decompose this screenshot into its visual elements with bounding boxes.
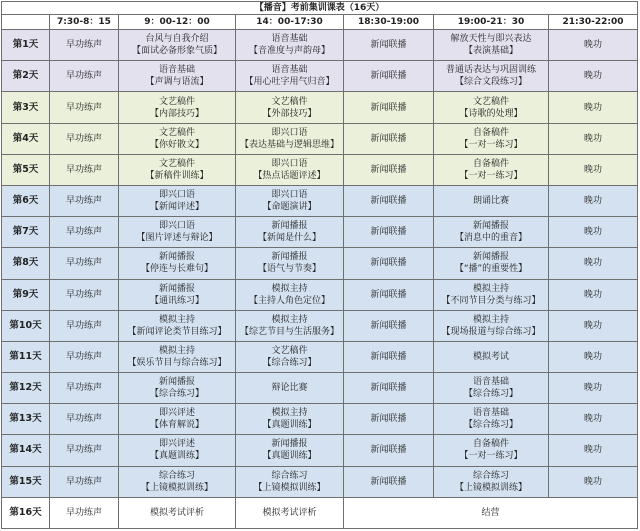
session-topic: 【上镜模拟训练】: [253, 482, 326, 493]
session-cell: [549, 186, 638, 217]
session-topic: 【音准度与声韵母】: [248, 46, 330, 57]
session-cell: [344, 404, 434, 435]
session-title: 早功练声: [65, 40, 102, 51]
day-cell: 第9天: [2, 279, 50, 310]
session-cell: [50, 186, 119, 217]
session-topic: 【新闻评论类节目练习】: [127, 326, 227, 337]
session-cell: [119, 217, 236, 248]
session-title: 新闻联播: [370, 320, 407, 331]
session-title: 模拟考试评析: [149, 507, 204, 518]
table-row: [2, 30, 638, 61]
day-cell: 第6天: [2, 186, 50, 217]
session-cell: [434, 186, 549, 217]
session-cell: [434, 466, 549, 497]
day-cell: 第3天: [2, 92, 50, 123]
session-title: 晚功: [584, 102, 603, 113]
session-title: 新闻播报: [472, 221, 509, 232]
session-topic: 【诗歌的处理】: [459, 108, 523, 119]
session-cell: [434, 92, 549, 123]
session-cell: [344, 92, 434, 123]
session-title: 晚功: [584, 445, 603, 456]
session-title: 新闻联播: [370, 414, 407, 425]
session-topic: 【一对一练习】: [459, 451, 523, 462]
session-cell: [119, 497, 236, 528]
session-topic: 【综合练习】: [463, 420, 518, 431]
session-title: 新闻联播: [370, 196, 407, 207]
session-cell: [549, 123, 638, 154]
session-title: 早功练声: [65, 445, 102, 456]
table-row: [2, 497, 638, 528]
day-cell: 第10天: [2, 310, 50, 341]
table-row: [2, 123, 638, 154]
session-cell: [434, 123, 549, 154]
session-cell: [119, 154, 236, 185]
day-cell: 第5天: [2, 154, 50, 185]
session-topic: 【上镜模拟训练】: [454, 482, 527, 493]
session-title: 即兴口语: [158, 221, 195, 232]
day-cell: 第15天: [2, 466, 50, 497]
session-cell: [344, 466, 434, 497]
session-topic: 【新闻是什么】: [257, 233, 321, 244]
header-cell: 19:00-21：30: [434, 15, 549, 30]
header-cell: 21:30-22:00: [549, 15, 638, 30]
session-cell: [236, 186, 344, 217]
session-cell: [549, 373, 638, 404]
session-topic: 【停连与长难句】: [140, 264, 213, 275]
session-topic: 【不同节目分类与练习】: [441, 295, 541, 306]
session-cell: [119, 61, 236, 92]
header-cell: [2, 15, 50, 30]
session-cell: [50, 92, 119, 123]
session-topic: 【综合练习】: [463, 389, 518, 400]
session-cell: [236, 404, 344, 435]
day-cell: 第16天: [2, 497, 50, 528]
session-topic: 【真题训练】: [262, 451, 317, 462]
day-cell: 第2天: [2, 61, 50, 92]
session-cell: [50, 61, 119, 92]
session-title: 早功练声: [65, 383, 102, 394]
session-title: 新闻播报: [271, 221, 308, 232]
session-cell: [50, 373, 119, 404]
session-title: 自备稿件: [472, 158, 509, 169]
session-title: 文艺稿件: [472, 96, 509, 107]
session-title: 模拟主持: [472, 283, 509, 294]
session-cell: [236, 30, 344, 61]
session-topic: 【娱乐节目与综合练习】: [127, 357, 227, 368]
session-topic: 【用心吐字用气归音】: [244, 77, 335, 88]
session-topic: 【语气与节奏】: [257, 264, 321, 275]
session-cell: [236, 217, 344, 248]
session-title: 新闻联播: [370, 71, 407, 82]
session-title: 新闻联播: [370, 289, 407, 300]
header-cell: 18:30-19:00: [344, 15, 434, 30]
session-title: 早功练声: [65, 476, 102, 487]
session-cell: [549, 30, 638, 61]
session-topic: 【现场报道与综合练习】: [441, 326, 541, 337]
session-title: 即兴口语: [271, 190, 308, 201]
session-title: 早功练声: [65, 133, 102, 144]
session-title: 新闻联播: [370, 383, 407, 394]
session-topic: 【面试必备形象气质】: [131, 46, 222, 57]
session-title: 即兴口语: [271, 127, 308, 138]
session-topic: 【主持人角色定位】: [248, 295, 330, 306]
table-row: [2, 279, 638, 310]
table-row: [2, 61, 638, 92]
session-cell: [119, 310, 236, 341]
session-title: 模拟考试评析: [262, 507, 317, 518]
header-cell: 14：00-17:30: [236, 15, 344, 30]
session-title: 台风与自我介绍: [145, 34, 209, 45]
session-cell: [119, 341, 236, 372]
session-cell: [119, 435, 236, 466]
session-topic: 【综艺节目与生活服务】: [239, 326, 339, 337]
session-cell: [344, 341, 434, 372]
session-title: 综合练习: [472, 470, 509, 481]
session-cell: [549, 341, 638, 372]
session-cell: [119, 279, 236, 310]
session-title: 语音基础: [271, 34, 308, 45]
session-title: 晚功: [584, 258, 603, 269]
session-cell: [50, 497, 119, 528]
session-cell: [434, 217, 549, 248]
session-cell: [236, 123, 344, 154]
session-title: 新闻播报: [158, 377, 195, 388]
session-title: 早功练声: [65, 320, 102, 331]
session-title: 即兴口语: [158, 190, 195, 201]
session-title: 晚功: [584, 414, 603, 425]
table-row: [2, 217, 638, 248]
session-cell: [50, 217, 119, 248]
session-topic: 【体育解说】: [149, 420, 204, 431]
session-cell: [549, 279, 638, 310]
title-row: [2, 2, 638, 15]
header-cell: 9：00-12：00: [119, 15, 236, 30]
session-title: 早功练声: [65, 289, 102, 300]
session-topic: 【综合练习】: [262, 357, 317, 368]
table-row: [2, 186, 638, 217]
session-cell: [119, 248, 236, 279]
session-topic: 【你好散文】: [149, 139, 204, 150]
session-cell: [549, 248, 638, 279]
session-title: 新闻联播: [370, 445, 407, 456]
header-cell: 7:30-8：15: [50, 15, 119, 30]
session-cell: [50, 154, 119, 185]
session-cell: [434, 61, 549, 92]
session-title: 语音基础: [271, 65, 308, 76]
session-cell: [119, 92, 236, 123]
session-title: 新闻播报: [472, 252, 509, 263]
session-cell: [549, 466, 638, 497]
session-title: 早功练声: [65, 258, 102, 269]
session-cell: [344, 30, 434, 61]
session-topic: 【通讯练习】: [149, 295, 204, 306]
session-cell: [236, 310, 344, 341]
day-cell: 第7天: [2, 217, 50, 248]
session-title: 晚功: [584, 196, 603, 207]
session-title: 模拟主持: [158, 345, 195, 356]
session-topic: 【一对一练习】: [459, 170, 523, 181]
day-cell: 第12天: [2, 373, 50, 404]
session-topic: 【真题训练】: [262, 420, 317, 431]
session-topic: 【图片评述与辩论】: [136, 233, 218, 244]
session-topic: 【新稿件训练】: [145, 170, 209, 181]
session-title: 即兴口语: [271, 158, 308, 169]
table-row: [2, 341, 638, 372]
session-title: 早功练声: [65, 227, 102, 238]
session-cell: [344, 217, 434, 248]
session-title: 早功练声: [65, 164, 102, 175]
day-cell: 第4天: [2, 123, 50, 154]
session-cell: [119, 30, 236, 61]
session-cell: [344, 435, 434, 466]
table-row: [2, 373, 638, 404]
session-topic: 【表达基础与逻辑思维】: [239, 139, 339, 150]
session-title: 模拟主持: [158, 314, 195, 325]
session-cell: [119, 404, 236, 435]
session-cell: [344, 61, 434, 92]
session-title: 新闻播报: [158, 283, 195, 294]
session-cell: [344, 186, 434, 217]
session-topic: 【新闻评述】: [149, 202, 204, 213]
session-title: 模拟主持: [472, 314, 509, 325]
session-cell: [549, 217, 638, 248]
session-cell: [549, 404, 638, 435]
session-cell: [549, 61, 638, 92]
session-title: 新闻播报: [271, 252, 308, 263]
session-title: 晚功: [584, 40, 603, 51]
session-cell: [434, 310, 549, 341]
table-row: [2, 154, 638, 185]
session-title: 模拟考试: [472, 351, 509, 362]
session-title: 解放天性与即兴表达: [450, 34, 532, 45]
schedule-table: [1, 1, 638, 529]
session-topic: 【热点话题评述】: [253, 170, 326, 181]
session-title: 辩论比赛: [271, 383, 308, 394]
session-cell: [236, 373, 344, 404]
session-title: 早功练声: [65, 507, 102, 518]
session-title: 模拟主持: [271, 408, 308, 419]
session-cell: [50, 466, 119, 497]
session-title: 新闻联播: [370, 351, 407, 362]
session-topic: 【命题演讲】: [262, 202, 317, 213]
session-title: 综合练习: [271, 470, 308, 481]
session-cell: [434, 404, 549, 435]
session-title: 文艺稿件: [271, 345, 308, 356]
session-topic: 【外部技巧】: [262, 108, 317, 119]
session-cell: [50, 404, 119, 435]
session-cell: [50, 30, 119, 61]
session-title: 朗诵比赛: [472, 196, 509, 207]
session-topic: 【综合文段练习】: [454, 77, 527, 88]
table-title: 【播音】考前集训课表（16天）: [2, 2, 638, 15]
session-cell: [549, 154, 638, 185]
session-title: 晚功: [584, 227, 603, 238]
session-cell: [50, 248, 119, 279]
session-title: 早功练声: [65, 71, 102, 82]
session-title: 即兴评述: [158, 439, 195, 450]
session-title: 模拟主持: [271, 283, 308, 294]
session-title: 新闻联播: [370, 102, 407, 113]
session-cell: [50, 279, 119, 310]
day-cell: 第11天: [2, 341, 50, 372]
session-title: 早功练声: [65, 102, 102, 113]
session-title: 自备稿件: [472, 127, 509, 138]
day-cell: 第1天: [2, 30, 50, 61]
session-cell: [236, 435, 344, 466]
session-title: 新闻播报: [271, 439, 308, 450]
day-cell: 第8天: [2, 248, 50, 279]
session-title: 晚功: [584, 289, 603, 300]
session-cell: [236, 341, 344, 372]
session-cell: [50, 123, 119, 154]
session-title: 新闻联播: [370, 258, 407, 269]
session-cell: [119, 123, 236, 154]
merged-cell: [344, 497, 638, 528]
session-title: 文艺稿件: [158, 96, 195, 107]
session-topic: 【声调与语流】: [145, 77, 209, 88]
session-cell: [344, 310, 434, 341]
session-cell: [236, 497, 344, 528]
session-topic: 【内部技巧】: [149, 108, 204, 119]
session-title: 模拟主持: [271, 314, 308, 325]
session-title: 晚功: [584, 71, 603, 82]
session-cell: [236, 154, 344, 185]
session-cell: [119, 466, 236, 497]
table-row: [2, 92, 638, 123]
session-cell: [549, 310, 638, 341]
session-title: 晚功: [584, 320, 603, 331]
session-title: 晚功: [584, 133, 603, 144]
session-cell: [434, 248, 549, 279]
session-topic: 【真题训练】: [149, 451, 204, 462]
session-topic: 【消息中的重音】: [454, 233, 527, 244]
session-cell: [434, 435, 549, 466]
session-topic: 【综合练习】: [149, 389, 204, 400]
session-title: 自备稿件: [472, 439, 509, 450]
session-cell: [344, 123, 434, 154]
session-cell: [50, 310, 119, 341]
session-cell: [344, 248, 434, 279]
table-row: [2, 310, 638, 341]
session-cell: [344, 154, 434, 185]
session-title: 新闻联播: [370, 133, 407, 144]
session-title: 新闻联播: [370, 476, 407, 487]
session-cell: [434, 30, 549, 61]
session-cell: [236, 61, 344, 92]
session-title: 新闻联播: [370, 164, 407, 175]
table-row: [2, 404, 638, 435]
session-cell: [236, 466, 344, 497]
session-title: 早功练声: [65, 414, 102, 425]
session-cell: [236, 248, 344, 279]
session-cell: [549, 92, 638, 123]
session-title: 文艺稿件: [158, 127, 195, 138]
day-cell: 第13天: [2, 404, 50, 435]
session-cell: [344, 373, 434, 404]
session-topic: 【上镜模拟训练】: [140, 482, 213, 493]
session-title: 新闻播报: [158, 252, 195, 263]
session-cell: [236, 92, 344, 123]
session-title: 语音基础: [472, 377, 509, 388]
session-title: 新闻联播: [370, 40, 407, 51]
session-title: 结营: [481, 507, 500, 518]
session-title: 新闻联播: [370, 227, 407, 238]
day-cell: 第14天: [2, 435, 50, 466]
session-title: 文艺稿件: [271, 96, 308, 107]
table-row: [2, 466, 638, 497]
session-title: 晚功: [584, 351, 603, 362]
session-cell: [50, 341, 119, 372]
session-title: 早功练声: [65, 196, 102, 207]
table-row: [2, 248, 638, 279]
session-cell: [119, 186, 236, 217]
session-cell: [434, 373, 549, 404]
session-cell: [434, 341, 549, 372]
session-cell: [50, 435, 119, 466]
session-cell: [549, 435, 638, 466]
header-row: [2, 15, 638, 30]
session-cell: [434, 154, 549, 185]
session-title: 晚功: [584, 164, 603, 175]
session-topic: 【“播”的重要性】: [454, 264, 528, 275]
session-title: 晚功: [584, 383, 603, 394]
session-title: 语音基础: [472, 408, 509, 419]
session-cell: [344, 279, 434, 310]
session-cell: [236, 279, 344, 310]
session-topic: 【一对一练习】: [459, 139, 523, 150]
session-title: 早功练声: [65, 351, 102, 362]
session-title: 语音基础: [158, 65, 195, 76]
session-title: 晚功: [584, 476, 603, 487]
session-cell: [434, 279, 549, 310]
session-title: 普通话表达与巩固训练: [445, 65, 536, 76]
table-row: [2, 435, 638, 466]
session-title: 文艺稿件: [158, 158, 195, 169]
session-cell: [119, 373, 236, 404]
session-topic: 【表演基础】: [463, 46, 518, 57]
session-title: 即兴评述: [158, 408, 195, 419]
session-title: 综合练习: [158, 470, 195, 481]
